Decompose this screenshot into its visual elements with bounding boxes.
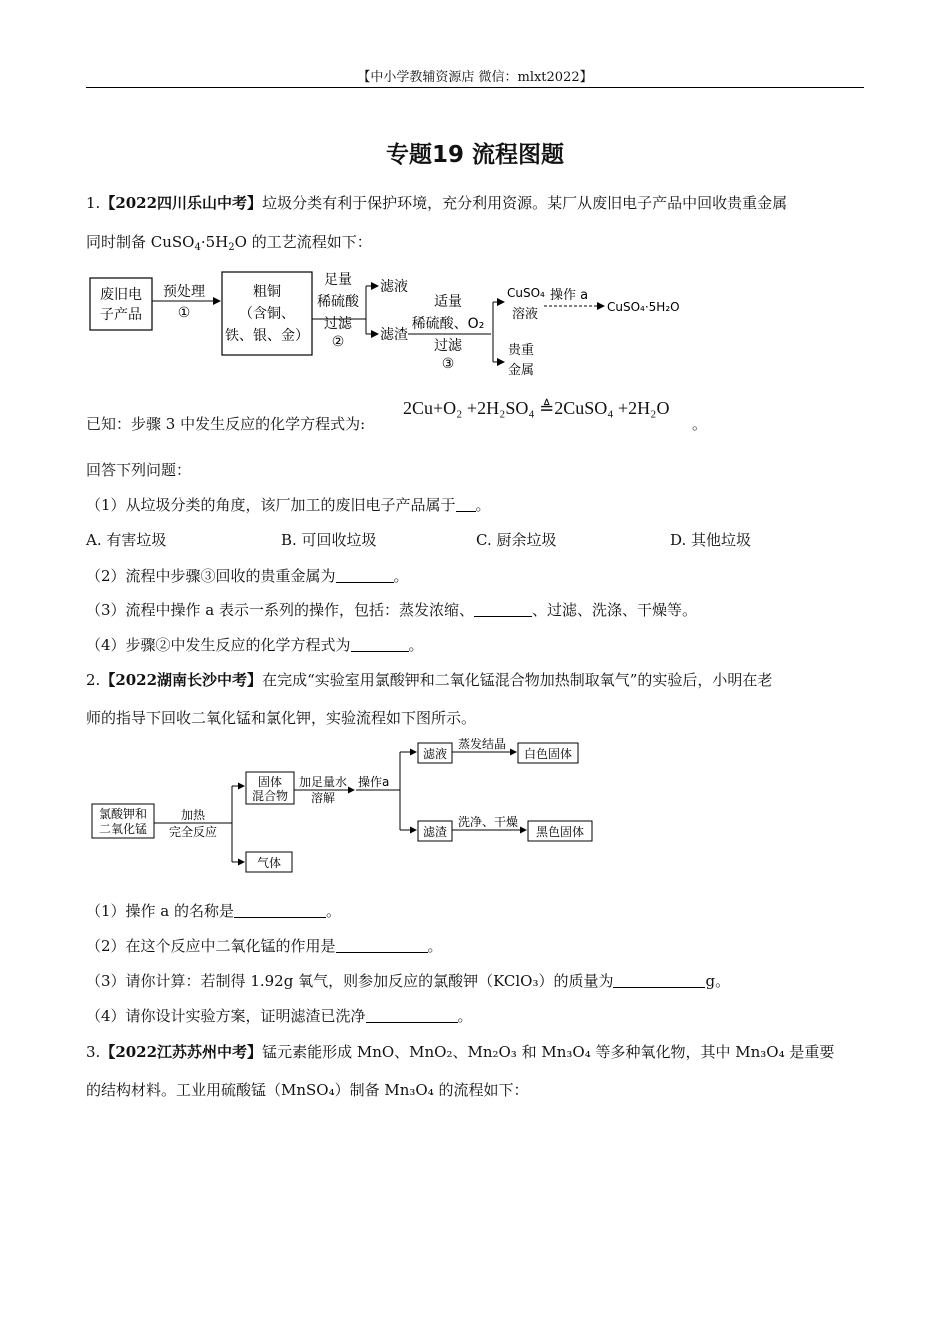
q1-crude-l1: 粗铜 [253, 284, 281, 300]
q1-number: 1. [86, 194, 101, 212]
q1-sub3: （3）流程中操作 a 表示一系列的操作，包括：蒸发浓缩、 、过滤、洗涤、干燥等。 [86, 601, 698, 619]
q2-sub2: （2）在这个反应中二氧化锰的作用是 。 [86, 937, 443, 955]
q1-sub2-blank[interactable] [336, 567, 394, 583]
q1-step3-top2: 稀硫酸、O₂ [411, 316, 485, 332]
q2-dissolve-l1: 加足量水 [298, 775, 348, 789]
q1-sub3-blank[interactable] [474, 601, 532, 617]
q2-stem-line1: 2.【2022湖南长沙中考】在完成“实验室用氯酸钾和二氧化锰混合物加热制取氧气”的实验后，小明在老 [86, 671, 773, 689]
q1-residue: 滤渣 [380, 327, 408, 343]
q2-filtrate: 滤液 [422, 747, 448, 761]
q1-step2-top2: 稀硫酸 [317, 294, 359, 310]
q2-flowchart [86, 738, 606, 878]
q1-crude-l2: （含铜、 [239, 306, 295, 322]
q1-step2-bot1: 过滤 [324, 316, 352, 332]
q1-step3-bot2: ③ [441, 356, 455, 372]
header-divider [86, 87, 864, 88]
q1-known-line [86, 414, 365, 434]
q2-white: 白色固体 [523, 747, 573, 761]
q2-sub4-blank[interactable] [366, 1007, 458, 1023]
q2-start-l1: 氯酸钾和 [98, 807, 148, 821]
q1-filtrate: 滤液 [380, 279, 408, 295]
q2-sub1-blank[interactable] [234, 902, 326, 918]
q1-option-d: D. 其他垃圾 [670, 531, 752, 549]
q1-option-c: C. 厨余垃圾 [476, 531, 557, 549]
q1-source: 【2022四川乐山中考】 [100, 194, 263, 212]
q1-sub4: （4）步骤②中发生反应的化学方程式为 。 [86, 636, 424, 654]
q2-residue: 滤渣 [422, 825, 448, 839]
q2-dissolve-l2: 溶解 [310, 791, 336, 805]
q3-number: 3. [86, 1043, 101, 1061]
q1-sub1: （1）从垃圾分类的角度，该厂加工的废旧电子产品属于 。 [86, 496, 491, 514]
q1-equation-end: 。 [692, 415, 708, 433]
q1-sub1-blank[interactable] [456, 496, 476, 512]
q1-sub4-blank[interactable] [351, 636, 409, 652]
q1-equation: 2Cu+O₂ +2H₂SO₄ ≜2CuSO₄ +2H₂O [403, 398, 670, 418]
q1-cuso4-l2: 溶液 [512, 307, 539, 322]
q1-step1-label: 预处理 [163, 284, 205, 300]
q1-precious-l2: 金属 [508, 363, 535, 378]
q1-op-a: 操作 a [550, 288, 589, 303]
q2-number: 2. [86, 671, 101, 689]
q2-solid-l2: 混合物 [251, 789, 289, 803]
q1-stem-line2: 同时制备 $CuSO_4\cdot 5H_2O$ 的工艺流程如下： [86, 233, 372, 253]
q2-wash: 洗净、干燥 [457, 815, 519, 829]
q2-op-a: 操作a [358, 775, 390, 789]
q2-solid-l1: 固体 [257, 775, 283, 789]
q2-sub3-blank[interactable] [613, 972, 705, 988]
q1-option-a: A. 有害垃圾 [86, 531, 167, 549]
q3-stem-line2: 的结构材料。工业用硫酸锰（MnSO₄）制备 Mn₃O₄ 的流程如下： [86, 1081, 529, 1099]
q1-cuso4-l1: CuSO₄ [507, 286, 545, 300]
q1-step1-num: ① [177, 305, 191, 321]
q1-stem-line1: 1.【2022四川乐山中考】垃圾分类有利于保护环境，充分利用资源。某厂从废旧电子产品中回收贵重金属 [86, 194, 788, 212]
q2-sub4: （4）请你设计实验方案，证明滤渣已洗净 。 [86, 1007, 473, 1025]
q1-product: CuSO₄·5H₂O [607, 300, 680, 314]
q2-black: 黑色固体 [535, 825, 585, 839]
q2-evap: 蒸发结晶 [457, 738, 507, 751]
q1-precious-l1: 贵重 [508, 343, 535, 358]
page-title: 专题19 流程图题 [385, 142, 564, 168]
q2-heat-l1: 加热 [180, 808, 206, 822]
q1-sub2: （2）流程中步骤③回收的贵重金属为 。 [86, 567, 409, 585]
q2-source: 【2022湖南长沙中考】 [100, 671, 263, 689]
q1-answer-prompt: 回答下列问题： [86, 461, 192, 479]
q2-gas: 气体 [256, 856, 282, 870]
q1-step2-top1: 足量 [324, 272, 352, 288]
q2-sub2-blank[interactable] [336, 937, 428, 953]
q1-step3-top1: 适量 [434, 294, 462, 310]
q2-start-l2: 二氧化锰 [98, 822, 148, 836]
q3-source: 【2022江苏苏州中考】 [100, 1043, 263, 1061]
q1-crude-l3: 铁、银、金） [225, 328, 309, 344]
q1-step3-bot1: 过滤 [434, 338, 462, 354]
q2-stem-line2: 师的指导下回收二氧化锰和氯化钾，实验流程如下图所示。 [86, 709, 477, 727]
q1-box-waste-l1: 废旧电 [100, 287, 142, 303]
q3-stem-line1: 3.【2022江苏苏州中考】锰元素能形成 MnO、MnO₂、Mn₂O₃ 和 Mn₃O₄ 等多种氧化物，其中 Mn₃O₄ 是重要 [86, 1043, 835, 1061]
q2-sub1: （1）操作 a 的名称是 。 [86, 902, 342, 920]
q1-known-label: 已知：步骤 3 中发生反应的化学方程式为: [86, 415, 366, 433]
page-header: 【中小学教辅资源店 微信：mlxt2022】 [357, 70, 593, 85]
q2-sub3: （3）请你计算：若制得 1.92g 氧气，则参加反应的氯酸钾（KClO₃）的质量为 g。 [86, 972, 731, 990]
q1-flowchart [86, 266, 706, 382]
q1-step2-bot2: ② [331, 334, 345, 350]
q1-box-waste-l2: 子产品 [100, 307, 142, 323]
q2-heat-l2: 完全反应 [168, 825, 218, 839]
q1-option-b: B. 可回收垃圾 [281, 531, 377, 549]
